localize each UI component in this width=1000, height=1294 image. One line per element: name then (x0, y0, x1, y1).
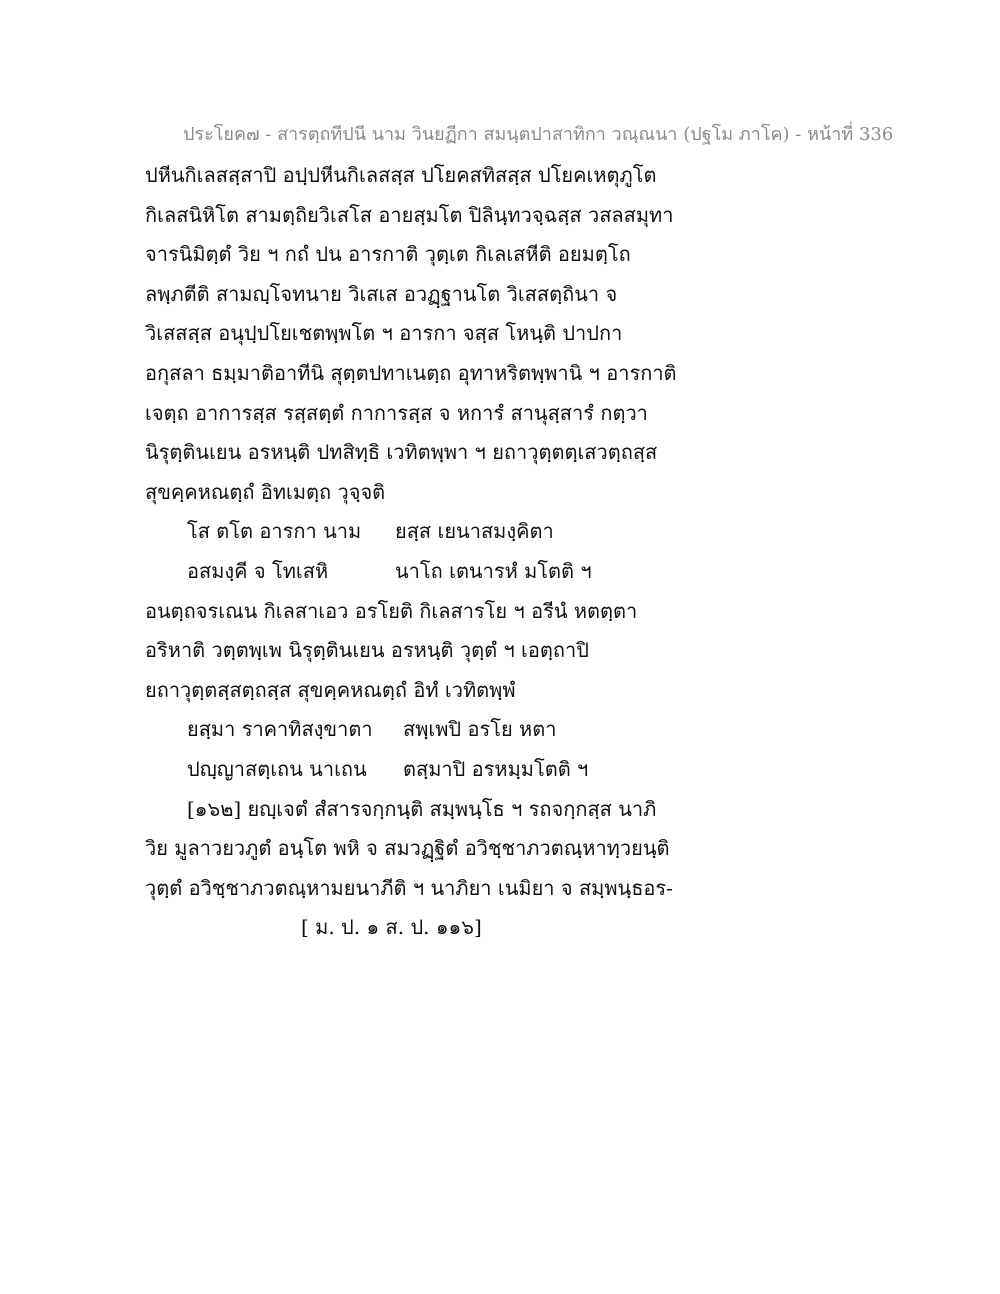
verse-line (145, 512, 705, 552)
verse-first-half: อสมงฺคี จ โทเสหิ (187, 558, 329, 583)
text-line: กิเลสนิหิโต สามตฺถิยวิเสโส อายสฺมโต ปิลินฺทวจฺฉสฺส วสลสมุทา (145, 202, 674, 227)
text-line: อกุสลา ธมฺมาติอาทีนิ สุตฺตปทาเนตฺถ อุทาหริตพฺพานิ ฯ อารกาติ (145, 360, 677, 385)
text-line: เจตฺถ อาการสฺส รสฺสตฺตํ กาการสฺส จ หการํ สานุสฺสารํ กตฺวา (145, 400, 648, 425)
verse-second-half: สพฺเพปิ อรโย หตา (403, 717, 557, 742)
text-line: นิรุตฺตินเยน อรหนฺติ ปทสิทฺธิ เวทิตพฺพา ฯ ยถาวุตฺตตฺเสวตฺถสฺส (145, 440, 658, 465)
text-line: วิย มูลาวยวภูตํ อนฺโต พหิ จ สมวฏฺฐิตํ อวิชฺชาภวตณฺหาทฺวยนฺติ (145, 836, 670, 861)
running-header: ประโยค๗ - สารตฺถทีปนี นาม วินยฏีกา สมนฺตปาสาทิกา วณฺณนา (ปฐโม ภาโค) - หน้าที่ 336 (183, 124, 894, 145)
verse-line (145, 710, 705, 750)
text-line: ยถาวุตฺตสฺสตฺถสฺส สุขคฺคหณตฺถํ อิทํ เวทิตพฺพํ (145, 677, 516, 702)
text-line: วิเสสสฺส อนุปฺปโยเชตพฺพโต ฯ อารกา จสฺส โหนฺติ ปาปกา (145, 321, 623, 346)
verse-line (145, 552, 705, 592)
verse-first-half: โส ตโต อารกา นาม (187, 519, 362, 544)
body-text (145, 156, 705, 948)
verse-line (145, 750, 705, 790)
verse-second-half: ตสฺมาปิ อรหมฺมโตติ ฯ (403, 756, 589, 781)
paragraph-first-line: [๑๖๒] ยญฺเจตํ สํสารจกฺกนฺติ สมฺพนฺโธ ฯ รถจกฺกสฺส นาภิ (187, 796, 657, 821)
verse-first-half: ปญฺญาสตฺเถน นาเถน (187, 756, 367, 781)
text-line: อนตฺถจรเณน กิเลสาเอว อรโยติ กิเลสารโย ฯ อรีนํ หตตฺตา (145, 598, 638, 623)
text-line: อริหาติ วตฺตพฺเพ นิรุตฺตินเยน อรหนฺติ วุตฺตํ ฯ เอตฺถาปิ (145, 638, 589, 663)
text-line: วุตฺตํ อวิชฺชาภวตณฺหามยนาภีติ ฯ นาภิยา เนมิยา จ สมฺพนฺธอร- (145, 875, 673, 900)
text-line: สุขคฺคหณตฺถํ อิทเมตฺถ วุจฺจติ (145, 479, 386, 504)
text-line: ปหีนกิเลสสฺสาปิ อปฺปหีนกิเลสสฺส ปโยคสทิสสฺส ปโยคเหตุภูโต (145, 163, 657, 187)
text-line: จารนิมิตฺตํ วิย ฯ กถํ ปน อารกาติ วุตฺเต กิเลเสหีติ อยมตฺโถ (145, 242, 631, 267)
page-reference: [ ม. ป. ๑ ส. ป. ๑๑๖] (301, 915, 482, 940)
verse-second-half: ยสฺส เยนาสมงฺคิตา (395, 519, 554, 544)
verse-first-half: ยสฺมา ราคาทิสงฺขาตา (187, 717, 373, 742)
verse-second-half: นาโถ เตนารหํ มโตติ ฯ (395, 558, 592, 583)
text-line: ลพฺภตีติ สามญฺโจทนาย วิเสเส อวฏฺฐานโต วิเสสตฺถินา จ (145, 281, 618, 306)
